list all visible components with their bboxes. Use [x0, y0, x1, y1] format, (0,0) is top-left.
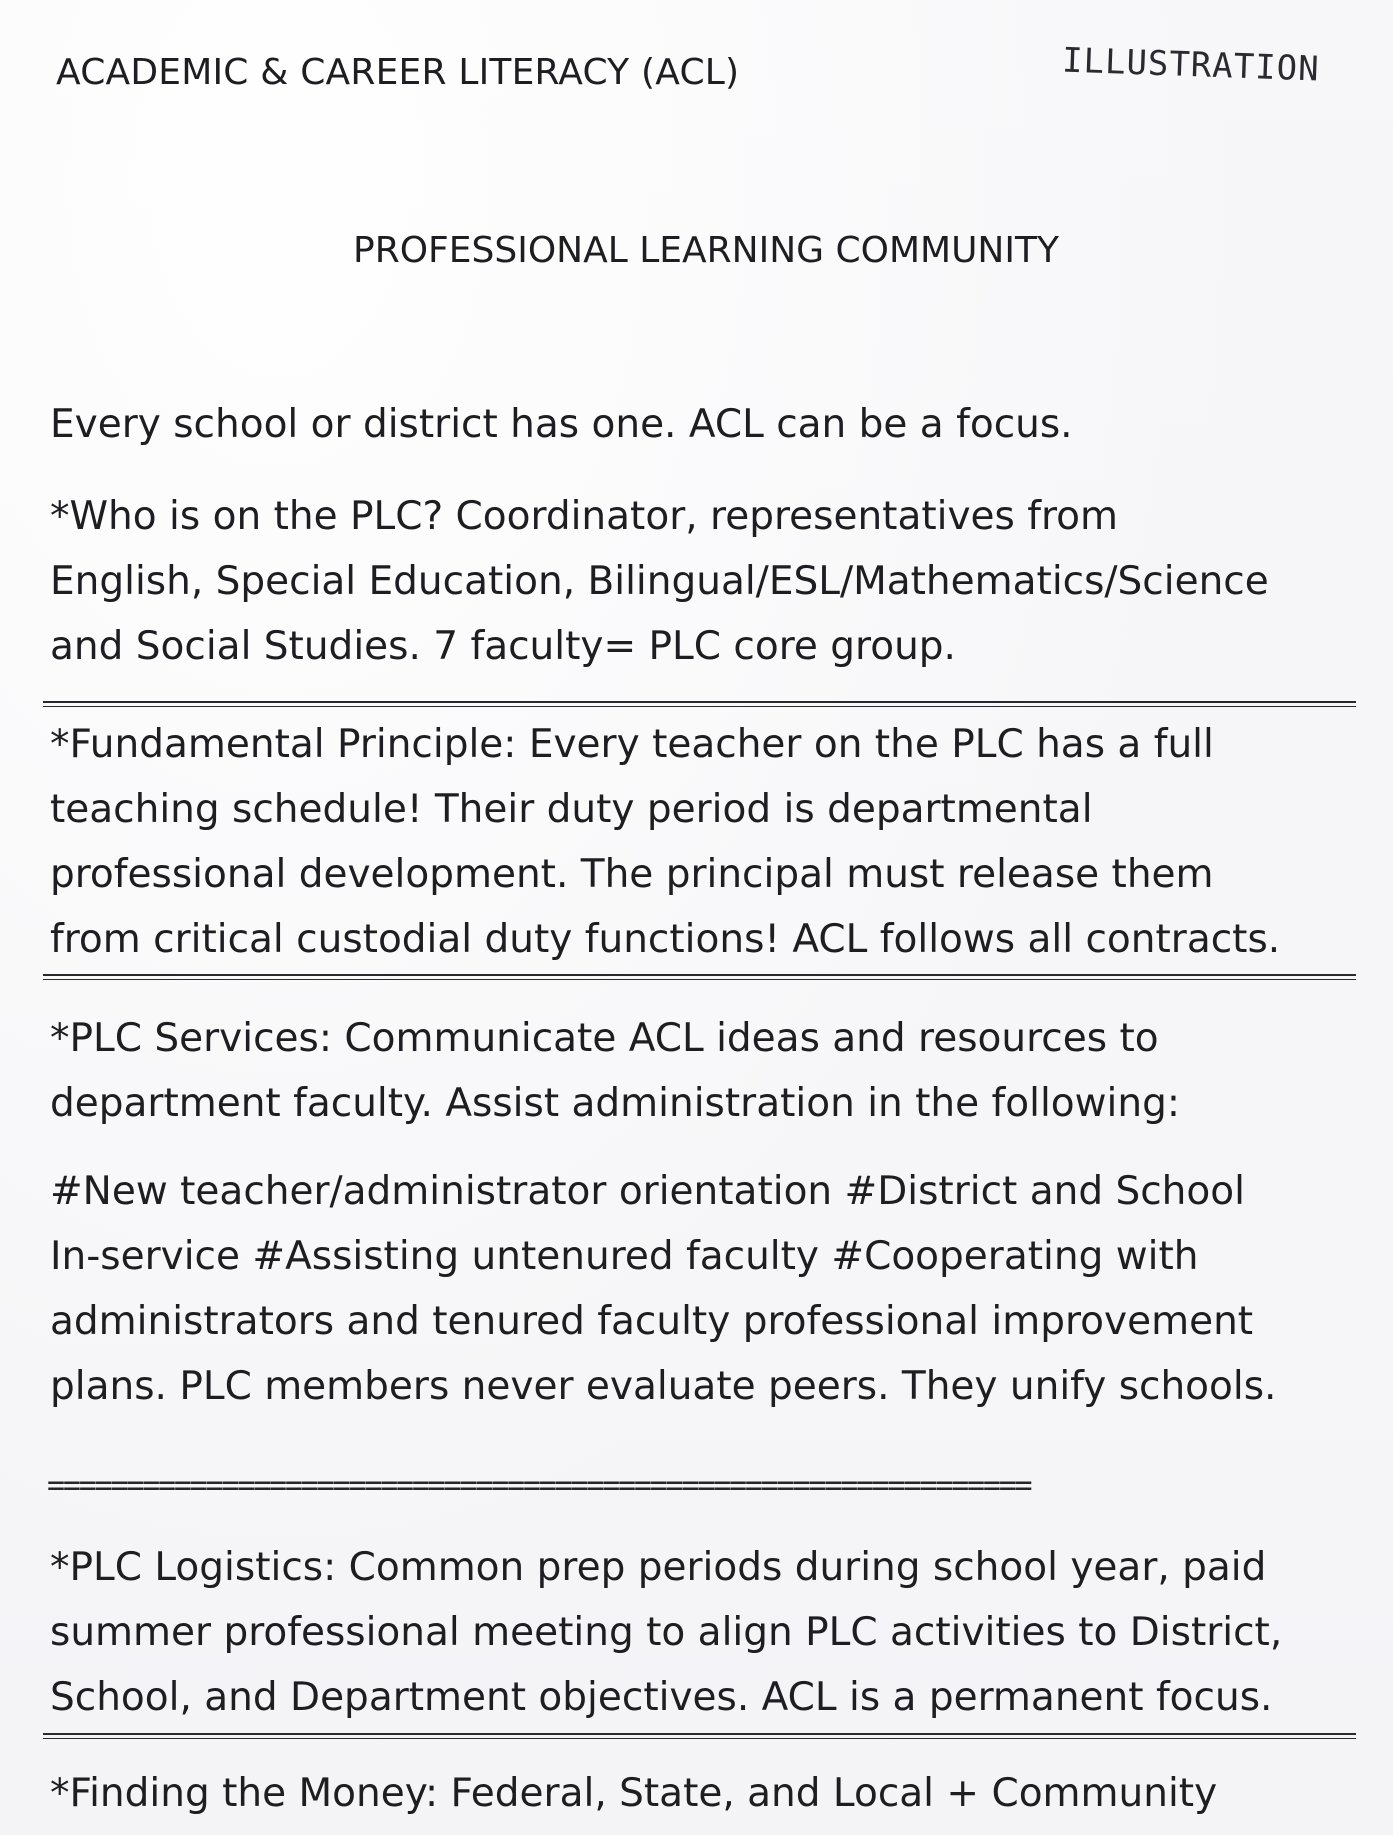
document-header-title: ACADEMIC & CAREER LITERACY (ACL) — [56, 52, 740, 93]
equals-sign-divider: ============================================================== — [47, 1468, 1031, 1503]
double-line-divider — [43, 1733, 1356, 1739]
fundamental-principle-paragraph: *Fundamental Principle: Every teacher on the PLC has a full teaching schedule! Their duty period is departmental professional development. The principal must release them from critical custodial duty functions! ACL follows all contracts. — [50, 722, 1281, 962]
plc-logistics-paragraph: *PLC Logistics: Common prep periods during school year, paid summer professional meeting to align PLC activities to District, School, and Department objectives. ACL is a permanent focus. — [50, 1545, 1283, 1720]
handwritten-illustration-label: ILLUSTRATION — [1061, 40, 1321, 90]
finding-money-paragraph: *Finding the Money: Federal, State, and Local + Community — [50, 1771, 1218, 1816]
plc-services-paragraph: *PLC Services: Communicate ACL ideas and resources to department faculty. Assist administration in the following: — [50, 1016, 1181, 1126]
plc-services-list-paragraph: #New teacher/administrator orientation #District and School In-service #Assisting untenured faculty #Cooperating with administrators and tenured faculty professional improvement plans. PLC members never evaluate peers. They unify schools. — [50, 1169, 1277, 1409]
document-subtitle: PROFESSIONAL LEARNING COMMUNITY — [353, 230, 1059, 271]
intro-paragraph: Every school or district has one. ACL can be a focus. — [50, 402, 1073, 447]
double-line-divider — [43, 974, 1356, 980]
double-line-divider — [43, 701, 1356, 707]
who-paragraph: *Who is on the PLC? Coordinator, representatives from English, Special Education, Bilingual/ESL/Mathematics/Science and Social Studies. 7 faculty= PLC core group. — [50, 494, 1269, 669]
